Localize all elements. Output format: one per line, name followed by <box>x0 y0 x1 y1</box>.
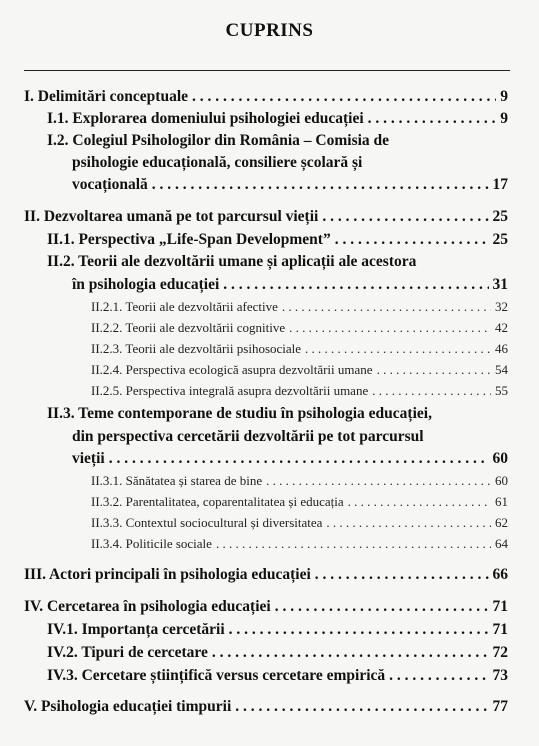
toc-entry-label: II.1. Perspectiva „Life-Span Development” <box>47 231 331 248</box>
dot-leader <box>368 110 497 128</box>
toc-entry-section-1-2[interactable] <box>72 176 508 194</box>
toc-page-number: 71 <box>492 621 508 638</box>
toc-entry-label: II.2.2. Teorii ale dezvoltării cognitive <box>91 320 286 335</box>
toc-entry-label: II.2.5. Perspectiva integrală asupra dezvoltării umane <box>91 383 369 398</box>
toc-page-number: 42 <box>495 320 508 335</box>
toc-entry-chapter-4[interactable] <box>24 598 508 616</box>
toc-entry-section-4-3[interactable] <box>47 667 508 685</box>
toc-page-number: 77 <box>492 698 508 715</box>
toc-entry-subsection-2-3-4[interactable] <box>91 536 508 552</box>
toc-entry-label: II.3.4. Politicile sociale <box>91 536 212 551</box>
toc-page-number: 25 <box>492 231 508 248</box>
toc-page-number: 71 <box>492 598 508 615</box>
toc-entry-section-4-1[interactable] <box>47 621 508 639</box>
toc-page-number: 61 <box>495 494 508 509</box>
toc-page-number: 54 <box>495 362 508 377</box>
dot-leader <box>282 299 491 315</box>
toc-page-number: 31 <box>492 276 508 293</box>
toc-entry-label: II.2.3. Teorii ale dezvoltării psihosociale <box>91 341 302 356</box>
toc-entry-label: în psihologia educației <box>72 276 220 293</box>
toc-entry-section-2-3[interactable] <box>72 450 508 468</box>
toc-entry-chapter-2[interactable] <box>24 208 508 226</box>
toc-page-number: 9 <box>500 110 508 127</box>
toc-entry-label: II.3.2. Parentalitatea, coparentalitatea și educația <box>91 494 344 509</box>
dot-leader <box>315 566 489 584</box>
toc-entry-label: IV.1. Importanța cercetării <box>47 621 225 638</box>
dot-leader <box>372 383 491 399</box>
toc-entry-chapter-3[interactable] <box>24 566 508 584</box>
toc-entry-label: II.3.1. Sănătatea și starea de bine <box>91 473 263 488</box>
dot-leader <box>305 341 491 357</box>
toc-entry-chapter-1[interactable] <box>24 88 508 106</box>
dot-leader <box>109 450 489 468</box>
toc-page-number: 46 <box>495 341 508 356</box>
dot-leader <box>223 276 488 294</box>
toc-entry-section-1-2-line1[interactable]: I.2. Colegiul Psihologilor din România – Comisia de <box>47 132 390 149</box>
dot-leader <box>326 515 491 531</box>
toc-entry-section-2-3-line1[interactable]: II.3. Teme contemporane de studiu în psihologia educației, <box>47 405 432 422</box>
dot-leader <box>235 698 488 716</box>
dot-leader <box>229 621 489 639</box>
toc-entry-subsection-2-3-3[interactable] <box>91 515 508 531</box>
toc-entry-label: V. Psihologia educației timpurii <box>24 698 232 715</box>
toc-entry-section-2-2[interactable] <box>72 276 508 294</box>
toc-entry-subsection-2-2-1[interactable] <box>91 299 508 315</box>
toc-page-number: 60 <box>495 473 508 488</box>
toc-entry-label: IV. Cercetarea în psihologia educației <box>24 598 271 615</box>
toc-entry-subsection-2-2-4[interactable] <box>91 362 508 378</box>
toc-entry-label: I.1. Explorarea domeniului psihologiei educației <box>47 110 364 127</box>
toc-entry-subsection-2-2-3[interactable] <box>91 341 508 357</box>
toc-entry-label: II.2.1. Teorii ale dezvoltării afective <box>91 299 278 314</box>
toc-page-number: 66 <box>492 566 508 583</box>
dot-leader <box>322 208 488 226</box>
toc-page-number: 25 <box>492 208 508 225</box>
toc-entry-section-2-3-line2[interactable]: din perspectiva cercetării dezvoltării pe tot parcursul <box>72 428 424 445</box>
dot-leader <box>335 231 489 249</box>
toc-entry-subsection-2-2-5[interactable] <box>91 383 508 399</box>
toc-entry-section-2-2-line1[interactable]: II.2. Teorii ale dezvoltării umane și aplicații ale acestora <box>47 253 417 270</box>
toc-page-number: 60 <box>492 450 508 467</box>
dot-leader <box>152 176 489 194</box>
dot-leader <box>289 320 491 336</box>
toc-page-number: 72 <box>492 644 508 661</box>
dot-leader <box>266 473 491 489</box>
toc-entry-section-1-2-line2[interactable]: psihologie educațională, consiliere școlară și <box>72 154 363 171</box>
toc-page-number: 9 <box>500 88 508 105</box>
dot-leader <box>216 536 491 552</box>
toc-entry-label: IV.2. Tipuri de cercetare <box>47 644 208 661</box>
toc-page-number: 32 <box>495 299 508 314</box>
toc-page-number: 64 <box>495 536 508 551</box>
dot-leader <box>275 598 489 616</box>
toc-page-number: 55 <box>495 383 508 398</box>
toc-entry-subsection-2-2-2[interactable] <box>91 320 508 336</box>
toc-entry-label: vocațională <box>72 176 148 193</box>
toc-entry-label: III. Actori principali în psihologia educației <box>24 566 311 583</box>
title-rule <box>24 70 510 71</box>
page-title: CUPRINS <box>225 20 314 41</box>
toc-entry-label: IV.3. Cercetare științifică versus cercetare empirică <box>47 667 386 684</box>
toc-entry-label: II. Dezvoltarea umană pe tot parcursul vieții <box>24 208 319 225</box>
toc-entry-label: vieții <box>72 450 105 467</box>
dot-leader <box>389 667 488 685</box>
toc-entry-section-1-1[interactable] <box>47 110 508 128</box>
toc-entry-subsection-2-3-2[interactable] <box>91 494 508 510</box>
toc-page-number: 73 <box>492 667 508 684</box>
toc-entry-label: I. Delimitări conceptuale <box>24 88 189 105</box>
toc-page-number: 17 <box>492 176 508 193</box>
toc-entry-subsection-2-3-1[interactable] <box>91 473 508 489</box>
toc-entry-label: II.2.4. Perspectiva ecologică asupra dezvoltării umane <box>91 362 373 377</box>
toc-entry-label: II.3.3. Contextul sociocultural și diversitatea <box>91 515 323 530</box>
dot-leader <box>377 362 491 378</box>
dot-leader <box>212 644 489 662</box>
dot-leader <box>192 88 496 106</box>
toc-entry-section-4-2[interactable] <box>47 644 508 662</box>
toc-entry-chapter-5[interactable] <box>24 698 508 716</box>
toc-entry-section-2-1[interactable] <box>47 231 508 249</box>
dot-leader <box>348 494 491 510</box>
toc-page-number: 62 <box>495 515 508 530</box>
